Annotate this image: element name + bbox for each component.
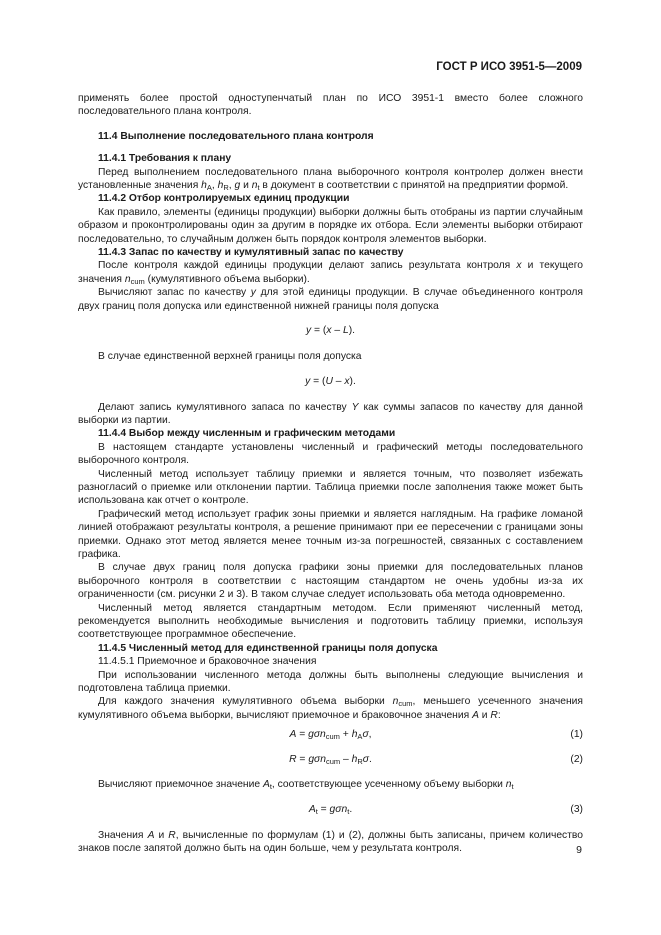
paragraph-At: Вычисляют приемочное значение $A_t$, соответствующее усеченному объему выборки $n_t$ bbox=[98, 779, 514, 792]
paragraph-11-4-5-a: При использовании численного метода должны быть выполнены следующие вычисления и подготовлена таблица приемки. bbox=[78, 669, 583, 695]
heading-11-4-2: 11.4.2 Отбор контролируемых единиц продукции bbox=[98, 193, 350, 205]
paragraph-11-4-4-d: В случае двух границ поля допуска графики зоны приемки для последовательных планов выборочного контроля в соответствии с настоящим стандартом не очень удобны из-за их ограниченности (см. рисунки 2 и 3). В таком случае следует использовать оба метода одновременно. bbox=[78, 562, 583, 601]
formula-2-number: (2) bbox=[570, 754, 583, 766]
paragraph-11-4-5-1: 11.4.5.1 Приемочное и браковочное значения bbox=[98, 656, 317, 668]
paragraph-11-4-3-b: Вычисляют запас по качеству y для этой единицы продукции. В случае объединенного контроля двух границ поля допуска или единственной нижней границы поля допуска bbox=[78, 287, 583, 312]
paragraph-11-4-3-a: После контроля каждой единицы продукции делают запись результата контроля x и текущего значения $n_{cum}$ (кумулятивного объема выборки). bbox=[78, 260, 583, 286]
heading-11-4-4: 11.4.4 Выбор между численным и графическим методами bbox=[98, 428, 396, 440]
paragraph-11-4-2: Как правило, элементы (единицы продукции) выборки должны быть отобраны из партии случайным образом и проконтролированы один за другим в порядке их отбора. Если элементы выборки отбирают последовательно, то случайным должен быть порядок контроля элементов выборки. bbox=[78, 206, 583, 245]
formula-y-upper: y = (U – x). bbox=[305, 375, 356, 387]
paragraph-11-4-4-b: Численный метод использует таблицу приемки и является точным, что позволяет избежать разногласий о приемке или отклонении партии. Таблица приемки после заполнения также может быть использована как отчет о контроле. bbox=[78, 468, 583, 507]
paragraph-11-4-1: Перед выполнением последовательного плана выборочного контроля контролер должен внести установленные значения $h_A$, $h_R$, g и $n_t$ в документ в соответствии с принятой на предприятии формой. bbox=[78, 166, 583, 193]
formula-1: $A = g\sigma n_{cum} + h_A\sigma$, (1) bbox=[289, 729, 583, 742]
document-header: ГОСТ Р ИСО 3951-5—2009 bbox=[436, 61, 582, 73]
paragraph-11-4-4-c: Графический метод использует график зоны приемки и является наглядным. На графике ломаной линией отображают результаты контроля, а решение принимают при ее пересечении с границами зоны приемки. Однако этот метод является менее точным из-за погрешностей, связанных с составлением графика. bbox=[78, 508, 583, 560]
formula-2: $R = g\sigma n_{cum} - h_R\sigma$. (2) bbox=[289, 754, 583, 767]
paragraph-intro: применять более простой одноступенчатый план по ИСО 3951-1 вместо более сложного последовательного плана контроля. bbox=[78, 93, 583, 118]
paragraph-final: Значения A и R, вычисленные по формулам (1) и (2), должны быть записаны, причем количество знаков после запятой должно быть на один больше, чем у результата контроля. bbox=[78, 829, 583, 855]
heading-11-4-3: 11.4.3 Запас по качеству и кумулятивный запас по качеству bbox=[98, 247, 404, 259]
page-content bbox=[78, 92, 583, 855]
page-number: 9 bbox=[576, 844, 582, 856]
heading-11-4: 11.4 Выполнение последовательного плана контроля bbox=[98, 130, 374, 142]
formula-3: $A_t = g\sigma n_t$. (3) bbox=[308, 803, 583, 816]
paragraph-upper-limit: В случае единственной верхней границы поля допуска bbox=[98, 351, 362, 363]
formula-y-lower: y = (x – L). bbox=[306, 325, 355, 337]
formula-1-number: (1) bbox=[570, 729, 583, 741]
paragraph-11-4-5-b: Для каждого значения кумулятивного объема выборки $n_{cum}$, меньшего усеченного значения кумулятивного объема выборки, вычисляют приемочное и браковочное значения A и R: bbox=[78, 696, 584, 721]
formula-3-number: (3) bbox=[570, 803, 583, 815]
heading-11-4-1: 11.4.1 Требования к плану bbox=[98, 153, 232, 165]
heading-11-4-5: 11.4.5 Численный метод для единственной границы поля допуска bbox=[98, 642, 438, 654]
paragraph-cumulative: Делают запись кумулятивного запаса по качеству Y как суммы запасов по качеству для данной выборки из партии. bbox=[78, 401, 583, 426]
paragraph-11-4-4-e: Численный метод является стандартным методом. Если применяют численный метод, рекомендуется выполнить необходимые вычисления и подготовить таблицу приемки, используя соответствующее программное обеспечение. bbox=[78, 602, 583, 641]
paragraph-11-4-4-a: В настоящем стандарте установлены численный и графический методы последовательного выборочного контроля. bbox=[78, 441, 583, 467]
